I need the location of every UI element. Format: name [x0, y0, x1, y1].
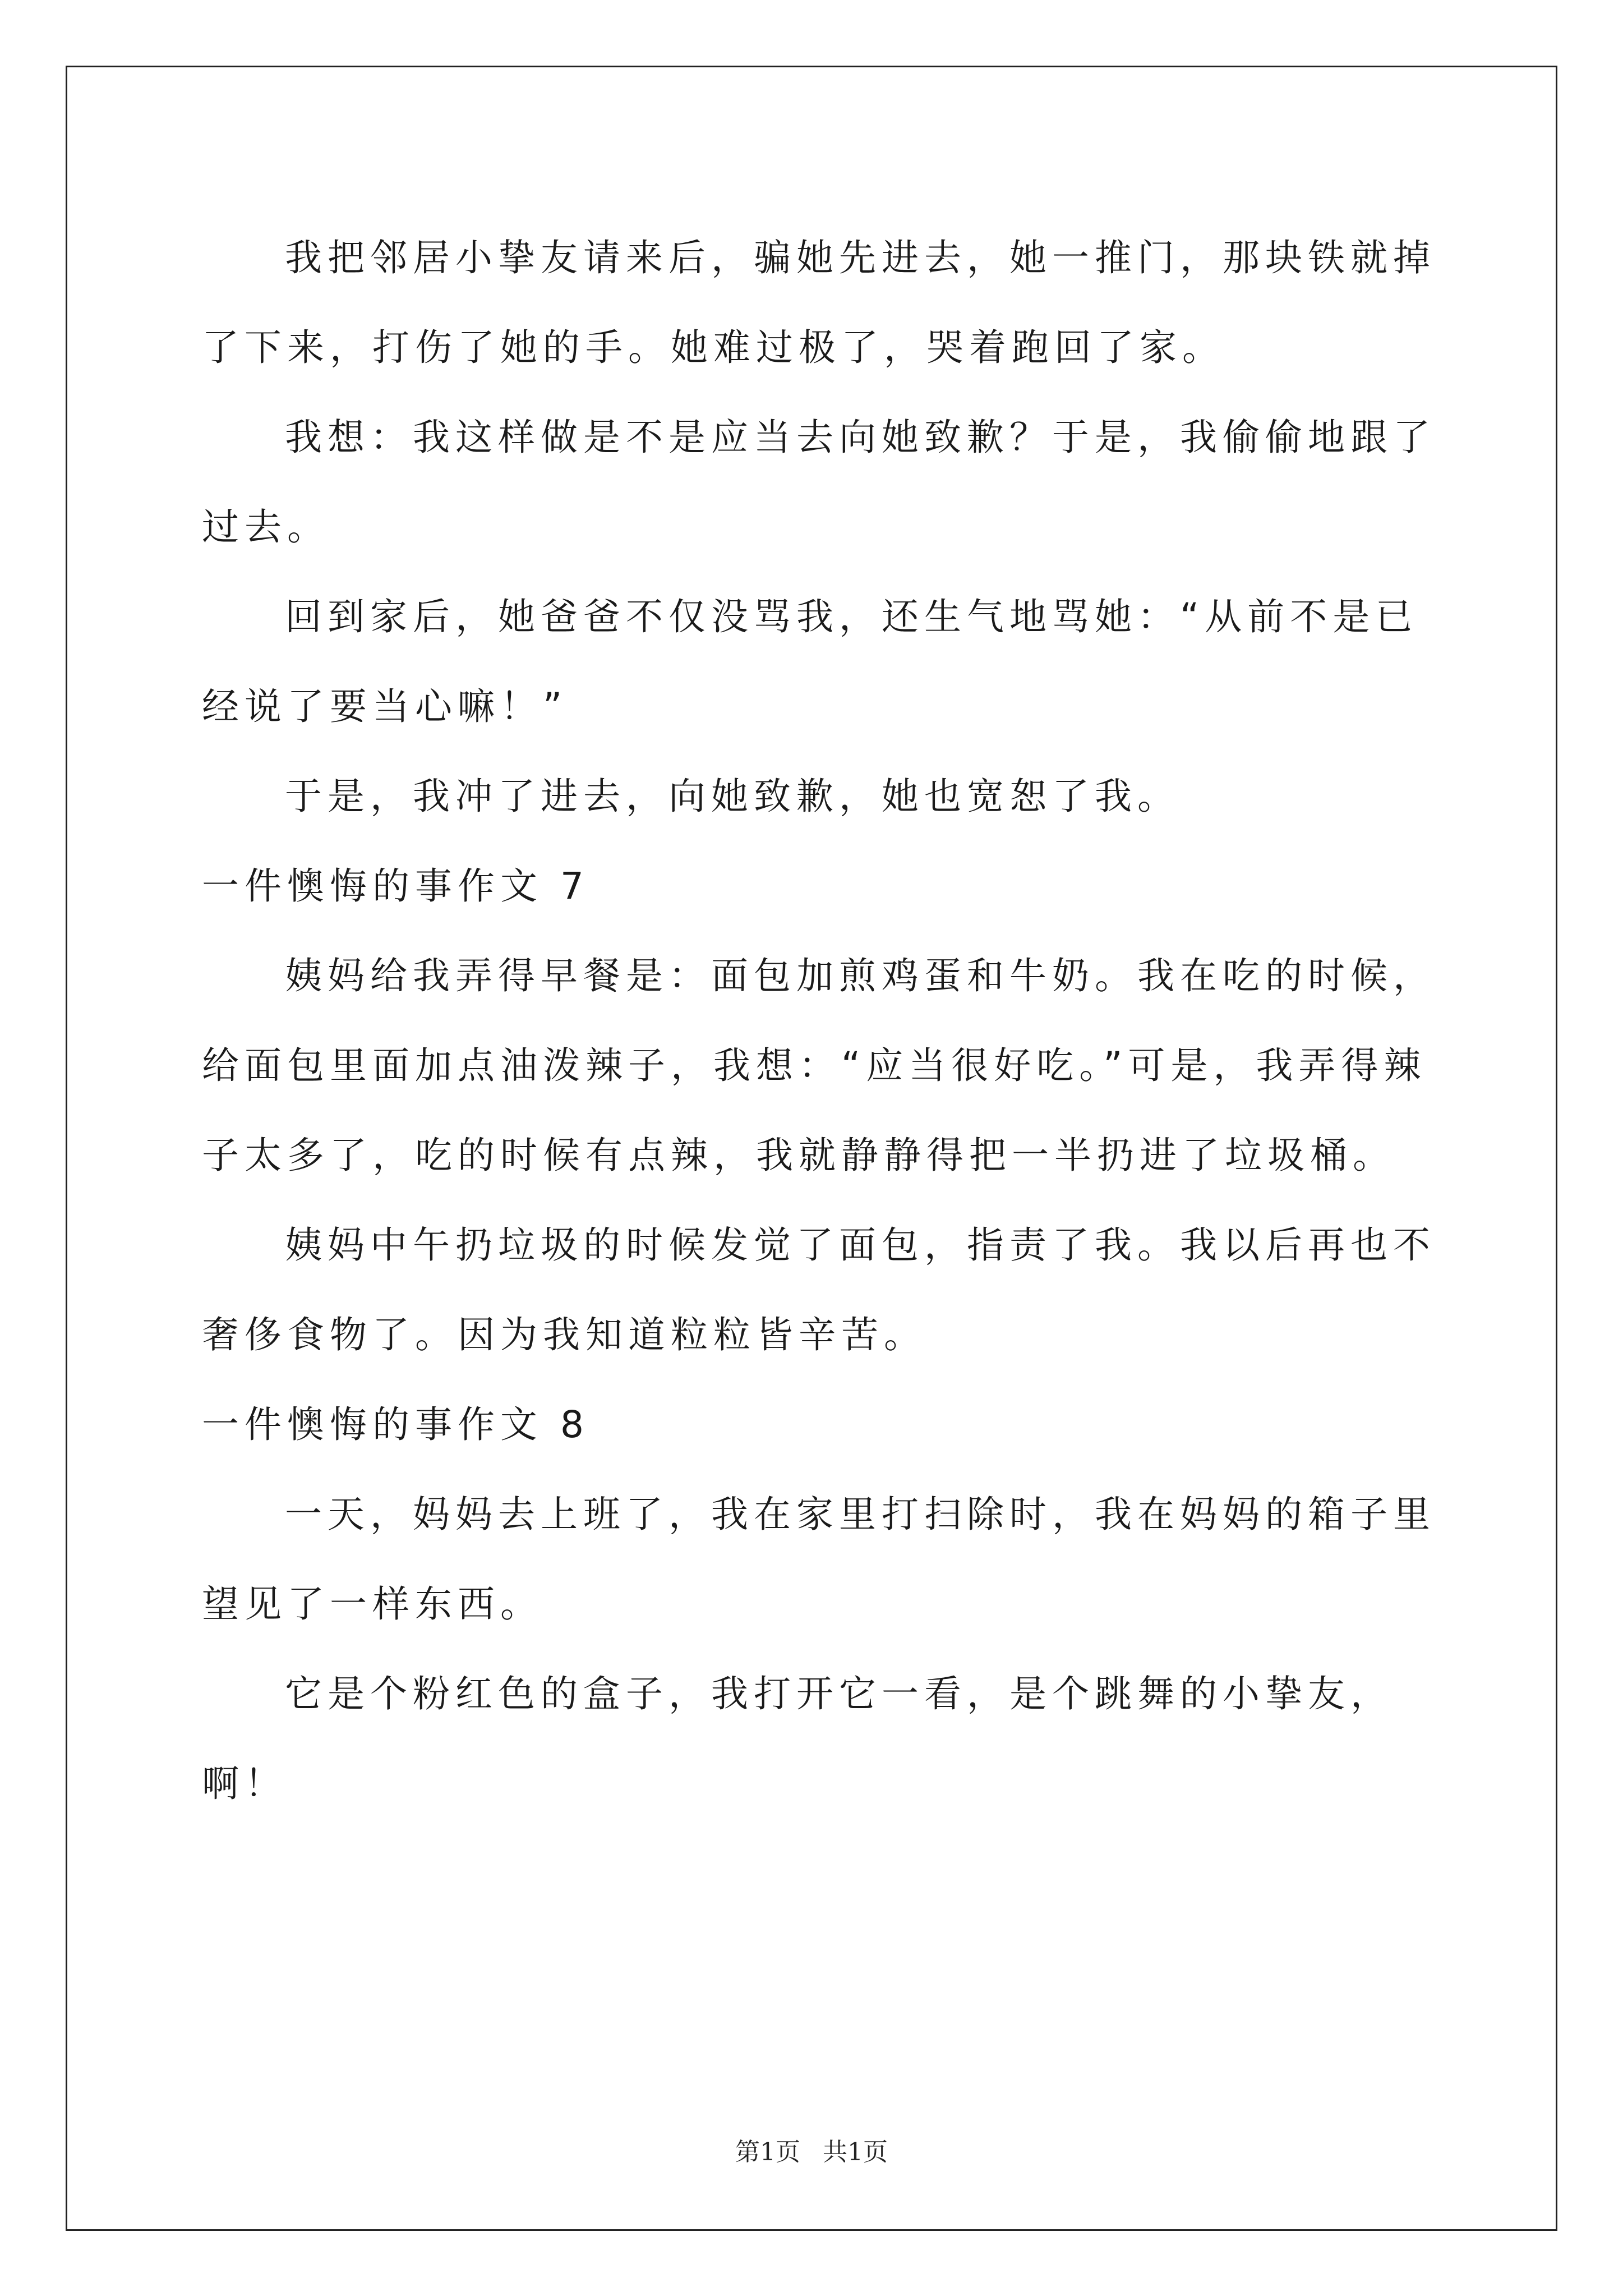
page-footer — [0, 2132, 1623, 2168]
paragraph: 回到家后，她爸爸不仅没骂我，还生气地骂她：“从前不是已经说了要当心嘛！” — [202, 595, 1418, 728]
paragraph: 姨妈给我弄得早餐是：面包加煎鸡蛋和牛奶。我在吃的时候，给面包里面加点油泼辣子，我想：“应当很好吃。”可是，我弄得辣子太多了，吃的时候有点辣，我就静静得把一半扔进了垃圾桶。 — [202, 954, 1436, 1177]
page-total: 共1页 — [823, 2138, 888, 2166]
paragraph: 我想：我这样做是不是应当去向她致歉？于是，我偷偷地跟了过去。 — [202, 416, 1436, 549]
paragraph: 于是，我冲了进去，向她致歉，她也宽恕了我。 — [285, 775, 1180, 818]
page-number: 第1页 — [735, 2138, 800, 2166]
section-heading: 一件懊悔的事作文 7 — [202, 864, 589, 908]
section-heading: 一件懊悔的事作文 8 — [202, 1403, 589, 1446]
paragraph: 它是个粉红色的盒子，我打开它一看，是个跳舞的小挚友，啊！ — [202, 1672, 1393, 1805]
document-body — [202, 213, 1436, 1829]
paragraph: 姨妈中午扔垃圾的时候发觉了面包，指责了我。我以后再也不奢侈食物了。因为我知道粒粒皆辛苦。 — [202, 1223, 1436, 1356]
paragraph: 我把邻居小挚友请来后，骗她先进去，她一推门，那块铁就掉了下来，打伤了她的手。她难过极了，哭着跑回了家。 — [202, 236, 1436, 369]
paragraph: 一天，妈妈去上班了，我在家里打扫除时，我在妈妈的箱子里望见了一样东西。 — [202, 1493, 1436, 1626]
